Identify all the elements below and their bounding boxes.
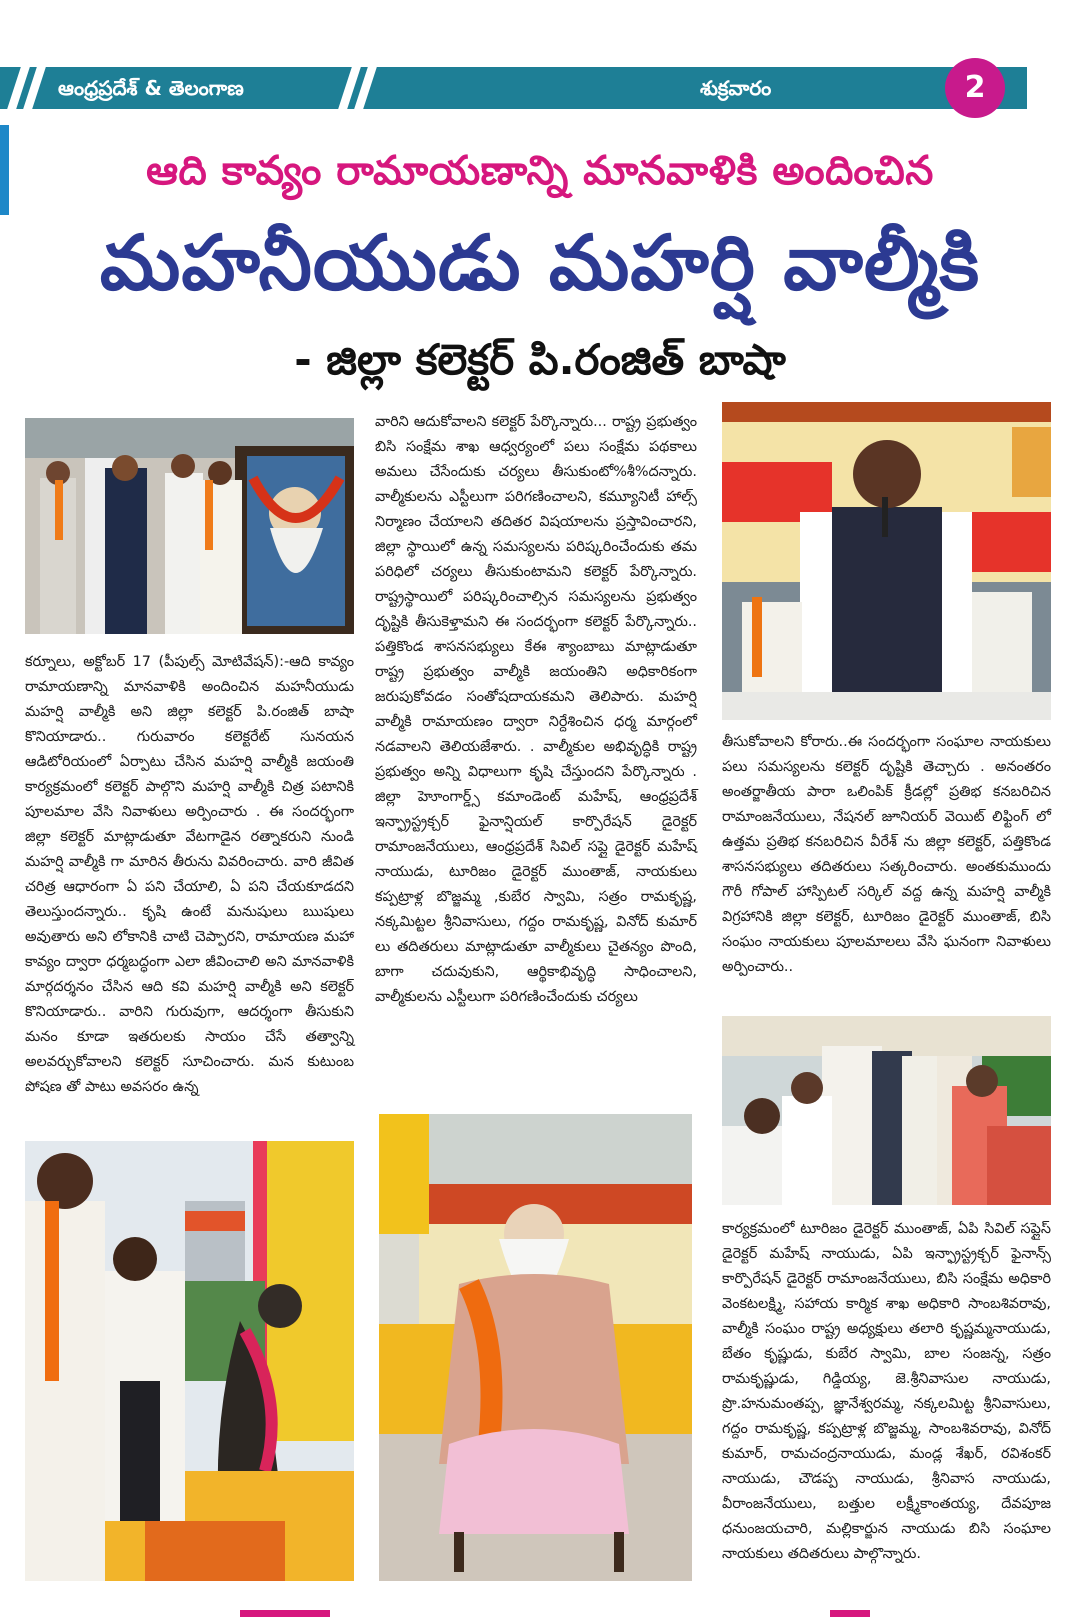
headline-line-1: ఆది కావ్యం రామాయణాన్ని మానవాళికి అందించిన xyxy=(146,148,934,194)
article-paragraph: కర్నూలు, అక్టోబర్ 17 (పీపుల్స్ మోటివేషన్):-ఆది కావ్యం రామాయణాన్ని మానవాళికి అందించిన మహనీయుడు మహర్షి వాల్మీకి అని జిల్లా కలెక్టర్ పి.రంజిత్ బాషా కొనియాడారు.. గురువారం కలెక్టరేట్ సునయన ఆడిటోరియంలో ఏర్పాటు చేసిన మహర్షి వాల్మీకి జయంతి కార్యక్రమంలో కలెక్టర్ పాల్గొని మహర్షి వాల్మీకి చిత్ర పటానికి పూలమాల వేసి నివాళులు అర్పించారు . ఈ సందర్భంగా జిల్లా కలెక్టర్ మాట్లాడుతూ వేటగాడైన రత్నాకరుని నుండి మహర్షి వాల్మీకి గా మారిన తీరును వివరించారు. వారి జీవిత చరిత్ర ఆధారంగా ఏ పని చేయాలి, ఏ పని చేయకూడదని తెలుస్తుందన్నారు.. కృషి ఉంటే మనుషులు ఋషులు అవుతారు అని లోకానికి చాటి చెప్పారని, రామాయణ మహా కావ్యం ద్వారా ధర్మబద్ధంగా ఎలా జీవించాలి అని మానవాళికి మార్గదర్శనం చేసిన ఆది కవి మహర్షి వాల్మీకి అని కలెక్టర్ కొనియాడారు.. వారిని గురువుగా, ఆదర్శంగా తీసుకుని మనం కూడా ఇతరులకు సాయం చేసే తత్వాన్ని అలవర్చుకోవాలని కలెక్టర్ సూచించారు. మన కుటుంబ పోషణ తో పాటు అవసరం ఉన్న xyxy=(25,654,354,1095)
article-column-right-upper xyxy=(722,730,1051,1005)
article-column-middle xyxy=(375,410,697,1100)
photo-statue-garlanding xyxy=(25,1141,354,1581)
section-title: ఆంధ్రప్రదేశ్ & తెలంగాణ xyxy=(58,76,244,100)
article-column-left xyxy=(25,650,354,1120)
headline-byline: - జిల్లా కలెక్టర్ పి.రంజిత్ బాషా xyxy=(294,335,786,384)
section-header-band xyxy=(0,67,1027,109)
article-paragraph: తీసుకోవాలని కోరారు..ఈ సందర్భంగా సంఘాల నాయకులు పలు సమస్యలను కలెక్టర్ దృష్టికి తెచ్చారు . అనంతరం అంతర్జాతీయ పారా ఒలింపిక్ క్రీడల్లో ప్రతిభ కనబరిచిన రామాంజనేయులు, నేషనల్ జూనియర్ వెయిట్ లిఫ్టింగ్ లో ఉత్తమ ప్రతిభ కనబరిచిన వీరేశ్ ను జిల్లా కలెక్టర్, పత్తికొండ శాసనసభ్యులు తదితరులు సత్కరించారు. అంతకుముందు గౌరీ గోపాల్ హాస్పిటల్ సర్కిల్ వద్ద ఉన్న మహర్షి వాల్మీకి విగ్రహానికి జిల్లా కలెక్టర్, టూరిజం డైరెక్టర్ ముంతాజ్, బిసి సంఘం నాయకులు పూలమాలలు వేసి ఘనంగా నివాళులు అర్పించారు.. xyxy=(722,734,1051,975)
photo-valmiki-costume xyxy=(379,1114,692,1581)
headline-line-2: మహనీయుడు మహర్షి వాల్మీకి xyxy=(99,218,981,307)
article-paragraph: వారిని ఆదుకోవాలని కలెక్టర్ పేర్కొన్నారు... రాష్ట్ర ప్రభుత్వం బిసి సంక్షేమ శాఖ ఆధ్వర్యంలో పలు సంక్షేమ పథకాలు అమలు చేసేందుకు చర్యలు తీసుకుంటో%శీ%దన్నారు. వాల్మీకులను ఎస్టీలుగా పరిగణించాలని, కమ్యూనిటీ హాల్స్ నిర్మాణం చేయాలని తదితర విషయాలను ప్రస్తావించారని, జిల్లా స్థాయిలో ఉన్న సమస్యలను పరిష్కరించేందుకు తమ పరిధిలో చర్యలు తీసుకుంటామని కలెక్టర్ పేర్కొన్నారు. రాష్ట్రస్థాయిలో పరిష్కరించాల్సిన సమస్యలను ప్రభుత్వం దృష్టికి తీసుకెళ్తామని ఈ సందర్భంగా కలెక్టర్ పేర్కొన్నారు.. పత్తికొండ శాసనసభ్యులు కేఈ శ్యాంబాబు మాట్లాడుతూ రాష్ట్ర ప్రభుత్వం వాల్మీకి జయంతిని అధికారికంగా జరుపుకోవడం సంతోషదాయకమని తెలిపారు. మహర్షి వాల్మీకి రామాయణం ద్వారా నిర్దేశించిన ధర్మ మార్గంలో నడవాలని తెలియజేశారు. . వాల్మీకుల అభివృద్ధికి రాష్ట్ర ప్రభుత్వం అన్ని విధాలుగా కృషి చేస్తుందని పేర్కొన్నారు . జిల్లా హెూంగార్డ్స్ కమాండెంట్ మహేష్, ఆంధ్రప్రదేశ్ ఇన్ఫ్రాస్ట్రక్చర్ ఫైనాన్షియల్ కార్పొరేషన్ డైరెక్టర్ రామాంజనేయులు, ఆంధ్రప్రదేశ్ సివిల్ సప్లై డైరెక్టర్ మహేష్ నాయుడు, టూరిజం డైరెక్టర్ ముంతాజ్, నాయకులు కప్పట్రాళ్ల బొజ్జమ్మ ,కుబేర స్వామి, సత్రం రామకృష్ణ, నక్కమిట్టల శ్రీనివాసులు, గద్దం రామకృష్ణ, వినోద్ కుమార్ లు తదితరులు మాట్లాడుతూ వాల్మీకులు చైతన్యం పొంది, బాగా చదువుకుని, ఆర్థికాభివృద్ధి సాధించాలని, వాల్మీకులను ఎస్టీలుగా పరిగణించేందుకు చర్యలు xyxy=(375,414,697,1005)
photo-tribute-portrait xyxy=(25,418,354,634)
bottom-decoration xyxy=(0,1604,1080,1617)
article-paragraph: కార్యక్రమంలో టూరిజం డైరెక్టర్ ముంతాజ్, ఏపి సివిల్ సప్లైస్ డైరెక్టర్ మహేష్ నాయుడు, ఏపి ఇన్ఫ్రాస్ట్రక్చర్ ఫైనాన్స్ కార్పొరేషన్ డైరెక్టర్ రామాంజనేయులు, బిసి సంక్షేమ అధికారి వెంకటలక్ష్మి, సహాయ కార్మిక శాఖ అధికారి సాంబశివరావు, వాల్మీకి సంఘం రాష్ట్ర అధ్యక్షులు తలారి కృష్ణమ్మనాయుడు, బేతం కృష్ణుడు, కుబేర స్వామి, బాల సంజన్న, సత్రం రామకృష్ణుడు, గిడ్డియ్య, జె.శ్రీనివాసుల నాయుడు, ప్రొ.హనుమంతప్ప, జ్ఞానేశ్వరమ్మ, నక్కలమిట్ట శ్రీనివాసులు, గద్దం రామకృష్ణ, కప్పట్రాళ్ల బొజ్జమ్మ, సాంబశివరావు, వినోద్ కుమార్, రామచంద్రనాయుడు, మండ్ల శేఖర్, రవిశంకర్ నాయుడు, చౌడప్ప నాయుడు, శ్రీనివాస నాయుడు, వీరాంజనేయులు, బత్తుల లక్ష్మీకాంతయ్య, దేవపూజ ధనుంజయచారి, మల్లికార్జున నాయుడు బిసి సంఘాల నాయకులు తదితరులు పాల్గొన్నారు. xyxy=(722,1221,1051,1562)
page-number-badge: 2 xyxy=(945,58,1005,118)
article-column-right-lower xyxy=(722,1217,1051,1597)
photo-officials-group xyxy=(722,1016,1051,1205)
photo-collector-speaking xyxy=(722,402,1051,720)
header-day: శుక్రవారం xyxy=(700,76,772,100)
